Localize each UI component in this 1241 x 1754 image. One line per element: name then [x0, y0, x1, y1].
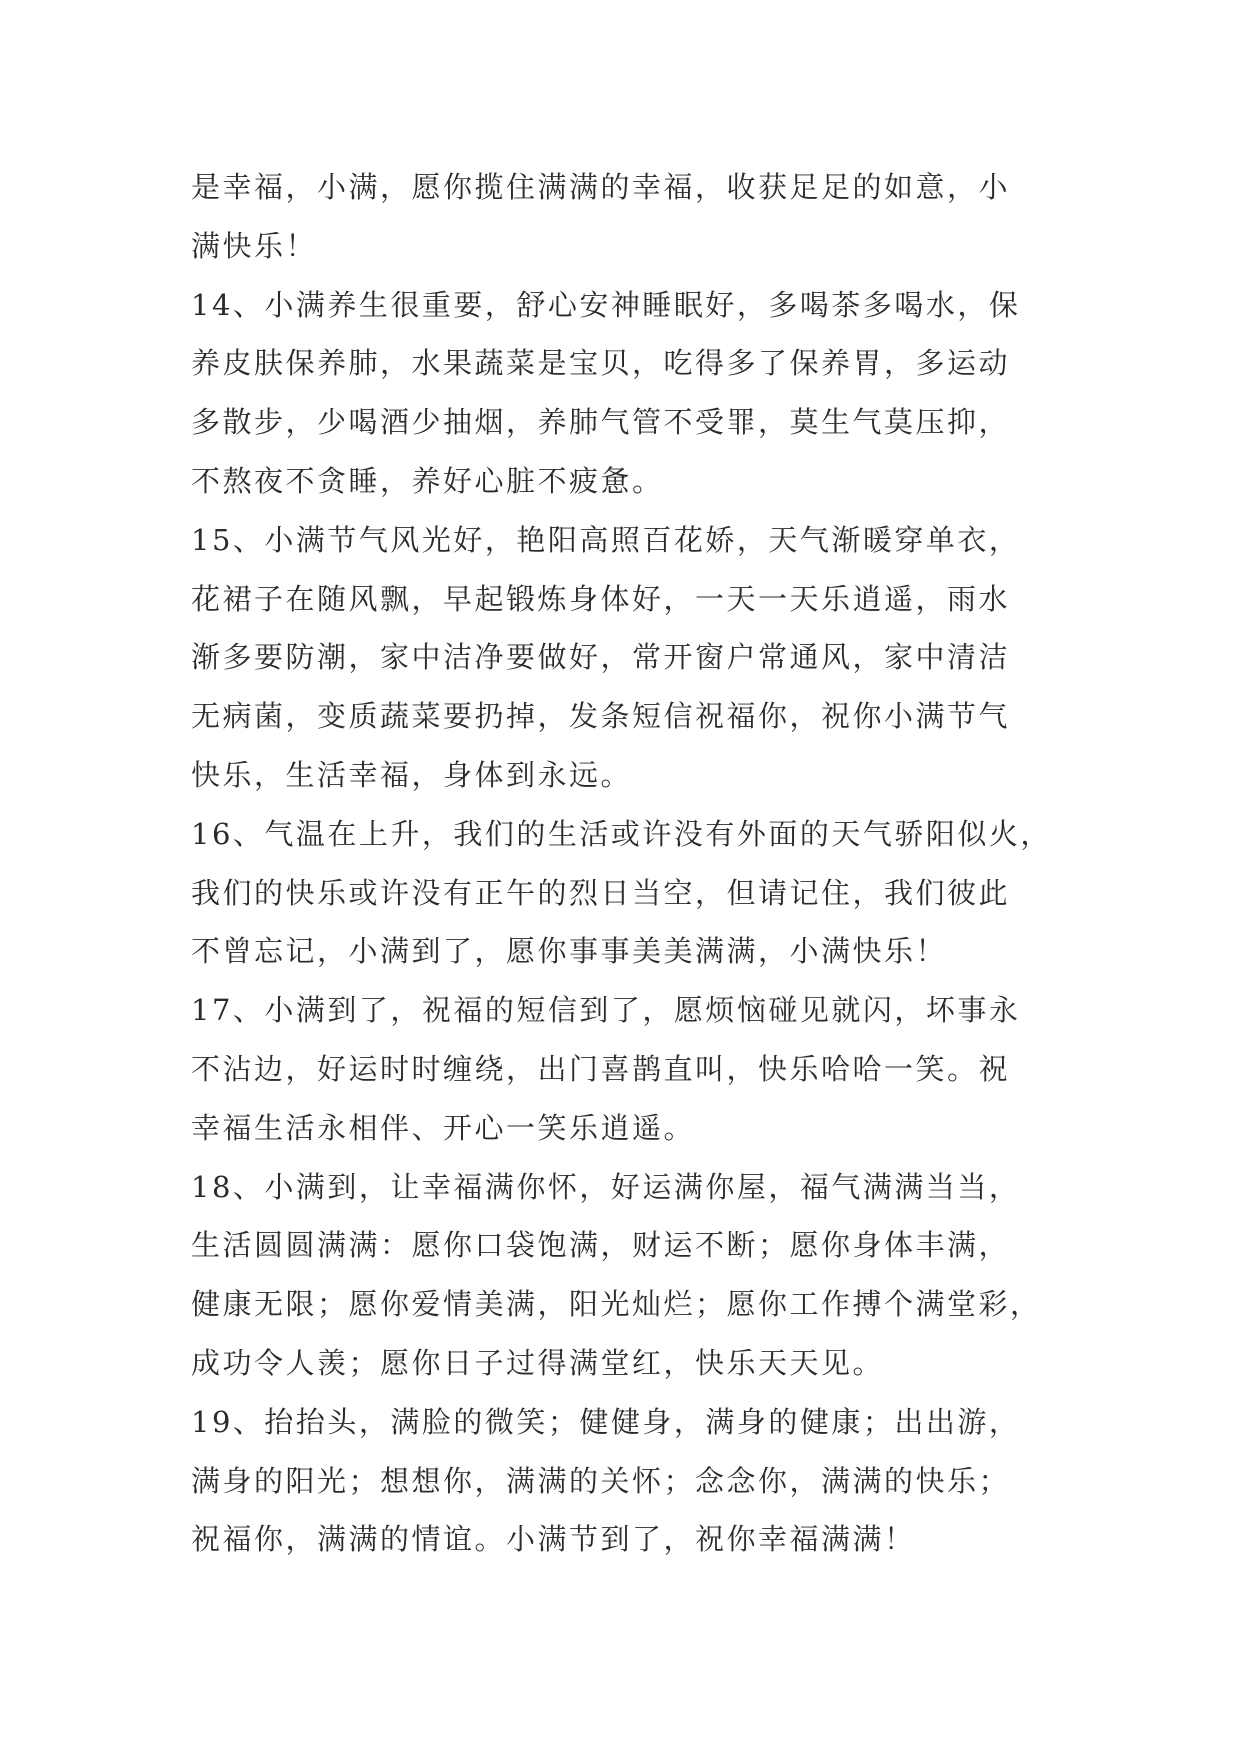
text-line: 14、小满养生很重要，舒心安神睡眠好，多喝茶多喝水，保: [191, 287, 1021, 322]
text-line: 健康无限；愿你爱情美满，阳光灿烂；愿你工作搏个满堂彩，: [191, 1287, 1042, 1322]
text-line: 15、小满节气风光好，艳阳高照百花娇，天气渐暖穿单衣，: [191, 522, 1021, 557]
text-line: 满快乐！: [191, 228, 318, 263]
text-line: 多散步，少喝酒少抽烟，养肺气管不受罪，莫生气莫压抑，: [191, 405, 1011, 440]
text-line: 花裙子在随风飘，早起锻炼身体好，一天一天乐逍遥，雨水: [191, 581, 1011, 616]
text-line: 无病菌，变质蔬菜要扔掉，发条短信祝福你，祝你小满节气: [191, 699, 1011, 734]
text-line: 19、抬抬头，满脸的微笑；健健身，满身的健康；出出游，: [191, 1404, 1021, 1439]
text-line: 幸福生活永相伴、开心一笑乐逍遥。: [191, 1110, 696, 1145]
document-body-text: [191, 158, 1071, 1569]
text-line: 是幸福，小满，愿你揽住满满的幸福，收获足足的如意，小: [191, 170, 1011, 204]
text-line: 渐多要防潮，家中洁净要做好，常开窗户常通风，家中清洁: [191, 640, 1011, 675]
text-line: 18、小满到，让幸福满你怀，好运满你屋，福气满满当当，: [191, 1169, 1021, 1204]
text-line: 祝福你，满满的情谊。小满节到了，祝你幸福满满！: [191, 1522, 916, 1557]
text-line: 快乐，生活幸福，身体到永远。: [191, 757, 633, 792]
text-line: 不熬夜不贪睡，养好心脏不疲惫。: [191, 463, 664, 498]
text-line: 养皮肤保养肺，水果蔬菜是宝贝，吃得多了保养胃，多运动: [191, 346, 1011, 381]
text-line: 17、小满到了，祝福的短信到了，愿烦恼碰见就闪，坏事永: [191, 993, 1021, 1028]
text-line: 我们的快乐或许没有正午的烈日当空，但请记住，我们彼此: [191, 875, 1011, 910]
text-line: 不曾忘记，小满到了，愿你事事美美满满，小满快乐！: [191, 934, 948, 969]
text-line: 满身的阳光；想想你，满满的关怀；念念你，满满的快乐；: [191, 1463, 1011, 1498]
text-line: 16、气温在上升，我们的生活或许没有外面的天气骄阳似火，: [191, 816, 1052, 851]
text-line: 不沾边，好运时时缠绕，出门喜鹊直叫，快乐哈哈一笑。祝: [191, 1051, 1011, 1086]
text-line: 成功令人羡；愿你日子过得满堂红，快乐天天见。: [191, 1345, 885, 1380]
text-line: 生活圆圆满满：愿你口袋饱满，财运不断；愿你身体丰满，: [191, 1228, 1011, 1263]
